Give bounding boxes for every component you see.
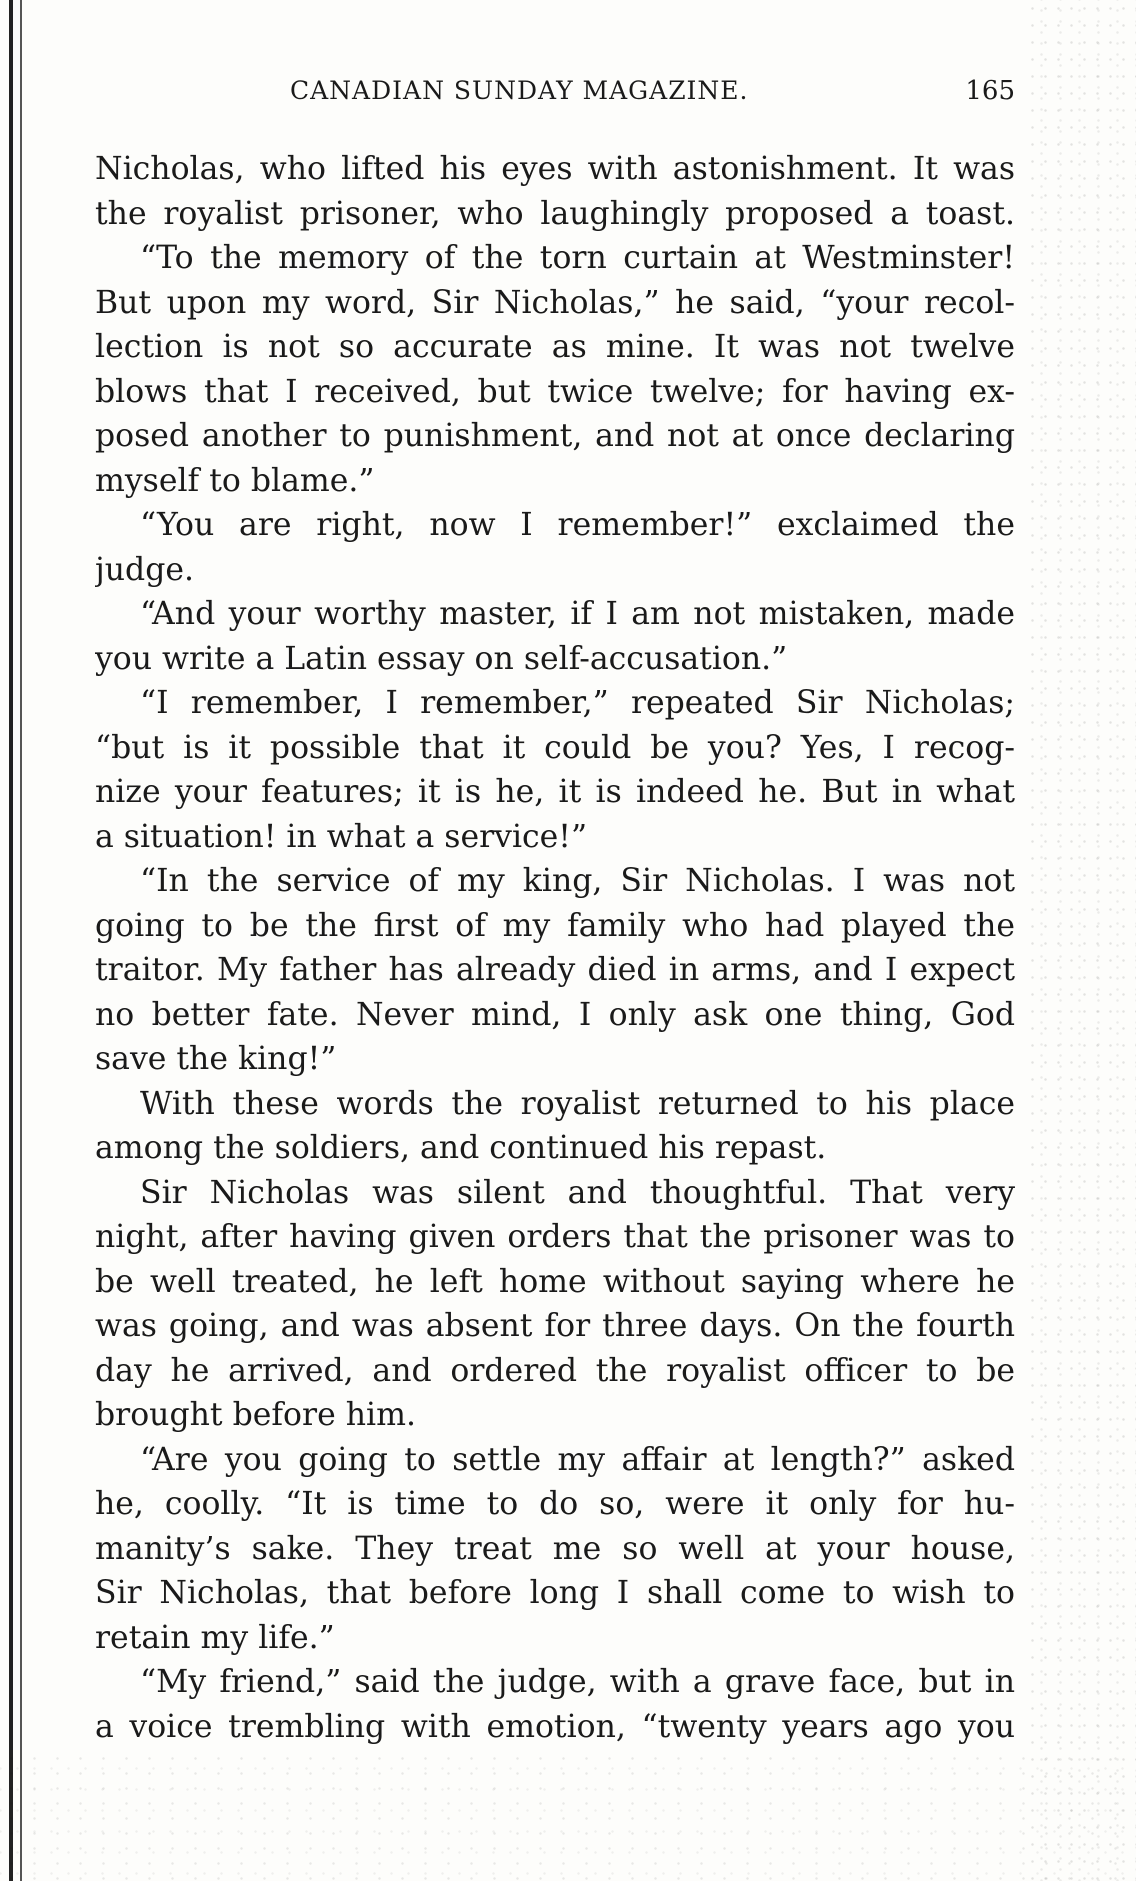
text-line: “Are you going to settle my affair at length?” asked xyxy=(140,1441,1015,1478)
text-line: “You are right, now I remember!” exclaimed the xyxy=(140,507,1015,543)
text-line: among the soldiers, and continued his repast. xyxy=(95,1130,827,1166)
text-line: the royalist prisoner, who laughingly proposed a toast. xyxy=(95,195,1015,232)
text-line: be well treated, he left home without saying where he xyxy=(95,1263,1015,1300)
text-line: going to be the first of my family who had played the xyxy=(95,907,1015,944)
text-line: “To the memory of the torn curtain at Westminster! xyxy=(140,240,1015,276)
text-line: With these words the royalist returned to his place xyxy=(140,1085,1015,1122)
text-line: But upon my word, Sir Nicholas,” he said, “your recol- xyxy=(95,284,1015,321)
text-line: save the king!” xyxy=(95,1041,337,1077)
text-line: Sir Nicholas, that before long I shall come to wish to xyxy=(95,1575,1015,1611)
text-line: Nicholas, who lifted his eyes with astonishment. It was xyxy=(95,151,1015,187)
running-head: CANADIAN SUNDAY MAGAZINE. xyxy=(290,76,749,105)
text-line: myself to blame.” xyxy=(95,462,375,499)
text-line: “I remember, I remember,” repeated Sir Nicholas; xyxy=(140,685,1015,721)
text-line: brought before him. xyxy=(95,1397,416,1433)
text-line: retain my life.” xyxy=(95,1619,335,1656)
text-line: a situation! in what a service!” xyxy=(95,818,588,855)
text-line: “but is it possible that it could be you? Yes, I recog- xyxy=(95,729,1015,766)
text-line: manity’s sake. They treat me so well at your house, xyxy=(95,1530,1015,1567)
text-line: a voice trembling with emotion, “twenty years ago you xyxy=(95,1708,1015,1745)
text-line: blows that I received, but twice twelve; for having ex- xyxy=(95,373,1015,410)
body-text xyxy=(95,147,1015,1749)
binding-edge-inner xyxy=(20,0,22,1881)
text-line: was going, and was absent for three days. On the fourth xyxy=(95,1308,1015,1344)
text-line: “In the service of my king, Sir Nicholas. I was not xyxy=(140,863,1015,899)
paper-speckle-bottom xyxy=(0,1751,1136,1881)
page-number: 165 xyxy=(965,76,1015,106)
text-line: he, coolly. “It is time to do so, were it only for hu- xyxy=(95,1486,1015,1522)
text-line: Sir Nicholas was silent and thoughtful. That very xyxy=(140,1174,1015,1211)
text-line: “And your worthy master, if I am not mistaken, made xyxy=(140,596,1015,632)
paper-speckle-right xyxy=(1026,0,1136,1881)
text-line: lection is not so accurate as mine. It was not twelve xyxy=(95,329,1015,365)
page-header xyxy=(290,76,1015,116)
text-line: you write a Latin essay on self-accusation.” xyxy=(95,640,788,677)
text-line: day he arrived, and ordered the royalist officer to be xyxy=(95,1352,1015,1389)
text-line: nize your features; it is he, it is indeed he. But in what xyxy=(95,774,1015,810)
text-line: traitor. My father has already died in arms, and I expect xyxy=(95,952,1015,988)
text-line: night, after having given orders that the prisoner was to xyxy=(95,1219,1015,1255)
text-line: posed another to punishment, and not at once declaring xyxy=(95,418,1015,454)
text-line: no better fate. Never mind, I only ask one thing, God xyxy=(95,996,1015,1033)
text-line: judge. xyxy=(95,551,195,588)
binding-edge xyxy=(9,0,13,1881)
text-line: “My friend,” said the judge, with a grave face, but in xyxy=(140,1664,1015,1700)
